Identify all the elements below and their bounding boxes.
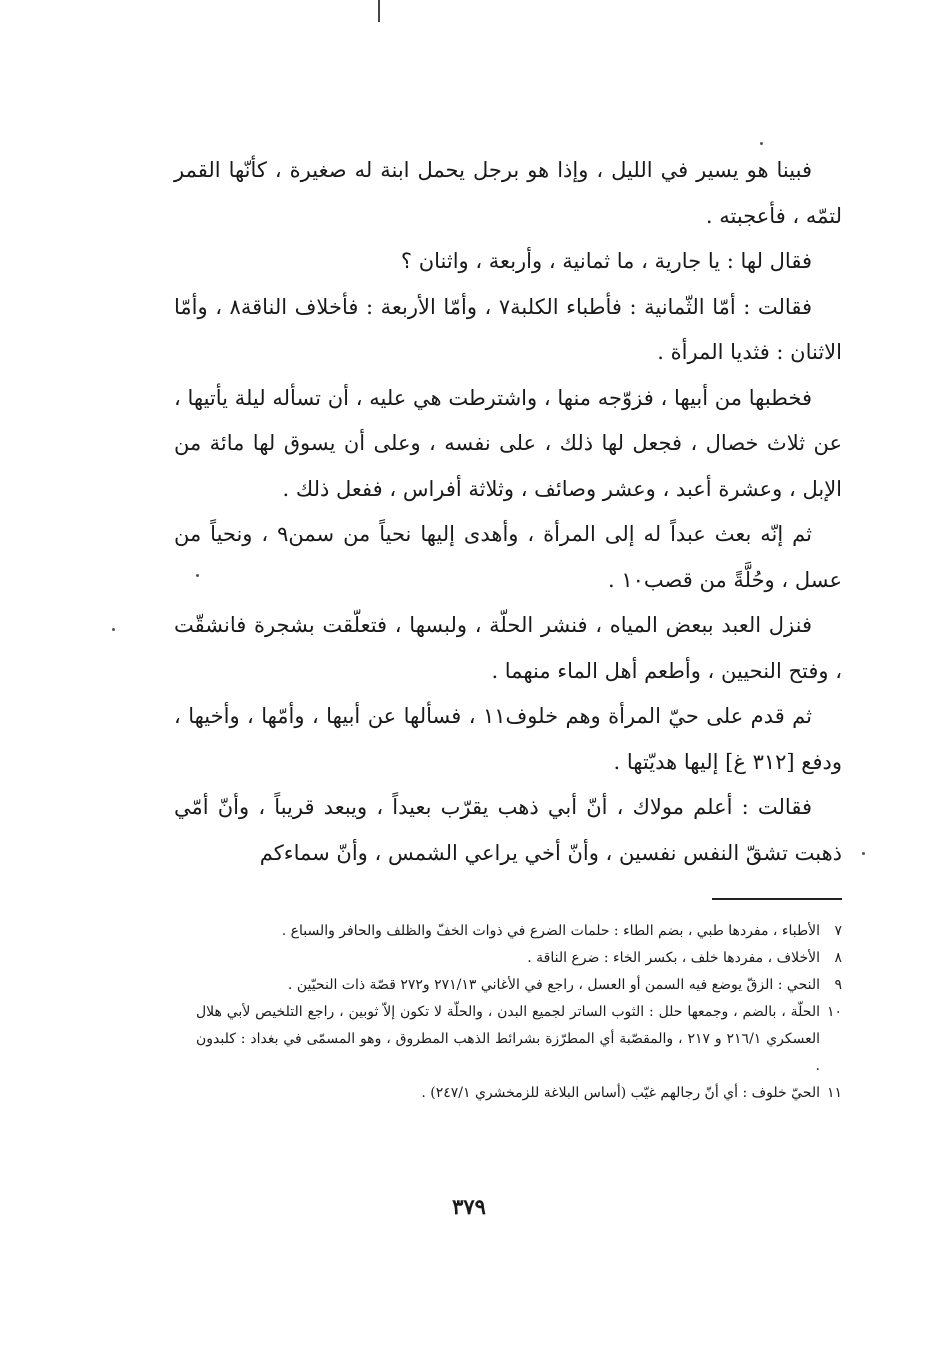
footnote-separator (712, 898, 842, 900)
footnote-number: ٧ (834, 923, 842, 939)
footnote-number: ١١ (826, 1085, 842, 1101)
footnote-number: ١٠ (826, 1004, 842, 1020)
footnote (196, 918, 842, 945)
footnote-number: ٩ (834, 977, 842, 993)
paragraph: فقالت : أعلم مولاك ، أنّ أبي ذهب يقرّب بعيداً ، ويبعد قريباً ، وأنّ أمّي ذهبت تشقّ النفس نفسين ، وأنّ أخي يراعي الشمس ، وأنّ سماءكم (174, 795, 842, 865)
footnotes (196, 918, 842, 1107)
footnote-text: الحلّة ، بالضم ، وجمعها حلل : الثوب الساتر لجميع البدن ، والحلّة لا تكون إلاّ ثوبين ، راجع التلخيص لأبي هلال العسكري ٢١٦/١ و ٢١٧ ، والمقصّبة أي المطرّزة بشرائط الذهب المطروق ، وهو المسمّى في بغداد : كلبدون . (196, 1004, 820, 1074)
scan-speck (760, 142, 763, 145)
scan-speck (862, 852, 865, 855)
paragraph: ثم قدم على حيّ المرأة وهم خلوف١١ ، فسألها عن أبيها ، وأمّها ، وأخيها ، ودفع [٣١٢ غ] إليها هديّتها . (174, 704, 842, 774)
main-text (174, 148, 842, 876)
paragraph: فبينا هو يسير في الليل ، وإذا هو برجل يحمل ابنة له صغيرة ، كأنّها القمر لتمّه ، فأعجبته . (174, 158, 842, 228)
footnote (196, 999, 842, 1080)
scan-speck (112, 628, 115, 631)
paragraph: ثم إنّه بعث عبداً له إلى المرأة ، وأهدى إليها نحياً من سمن٩ ، ونحياً من عسل ، وحُلَّةً من قصب١٠ . (174, 522, 842, 592)
footnote-text: الحيّ خلوف : أي أنّ رجالهم غيّب (أساس البلاغة للزمخشري ٢٤٧/١) . (421, 1085, 820, 1101)
paragraph: فخطبها من أبيها ، فزوّجه منها ، واشترطت هي عليه ، أن تسأله ليلة يأتيها ، عن ثلاث خصال ، فجعل لها ذلك ، على نفسه ، وعلى أن يسوق لها مائة من الإبل ، وعشرة أعبد ، وعشر وصائف ، وثلاثة أفراس ، ففعل ذلك . (174, 385, 842, 501)
footnote-text: الأطباء ، مفردها طبي ، بضم الطاء : حلمات الضرع في ذوات الخفّ والظلف والحافر والسباع . (281, 923, 820, 939)
footnote-text: النحي : الزقّ يوضع فيه السمن أو العسل ، راجع في الأغاني ٢٧١/١٣ و٢٧٢ قصّة ذات النحيّين . (287, 977, 820, 993)
footnote (196, 945, 842, 972)
paragraph: فقالت : أمّا الثّمانية : فأطباء الكلبة٧ ، وأمّا الأربعة : فأخلاف الناقة٨ ، وأمّا الاثنان : فثديا المرأة . (174, 294, 842, 364)
paragraph: فقال لها : يا جارية ، ما ثمانية ، وأربعة ، واثنان ؟ (400, 249, 812, 273)
footnote (196, 1080, 842, 1107)
paragraph: فنزل العبد ببعض المياه ، فنشر الحلّة ، ولبسها ، فتعلّقت بشجرة فانشقّت ، وفتح النحيين ، وأطعم أهل الماء منهما . (174, 613, 842, 683)
page-number: ٣٧٩ (452, 1194, 486, 1219)
gutter-mark (378, 0, 380, 22)
footnote-number: ٨ (834, 950, 842, 966)
footnote-text: الأخلاف ، مفردها خلف ، بكسر الخاء : ضرع الناقة . (527, 950, 820, 966)
footnote (196, 972, 842, 999)
